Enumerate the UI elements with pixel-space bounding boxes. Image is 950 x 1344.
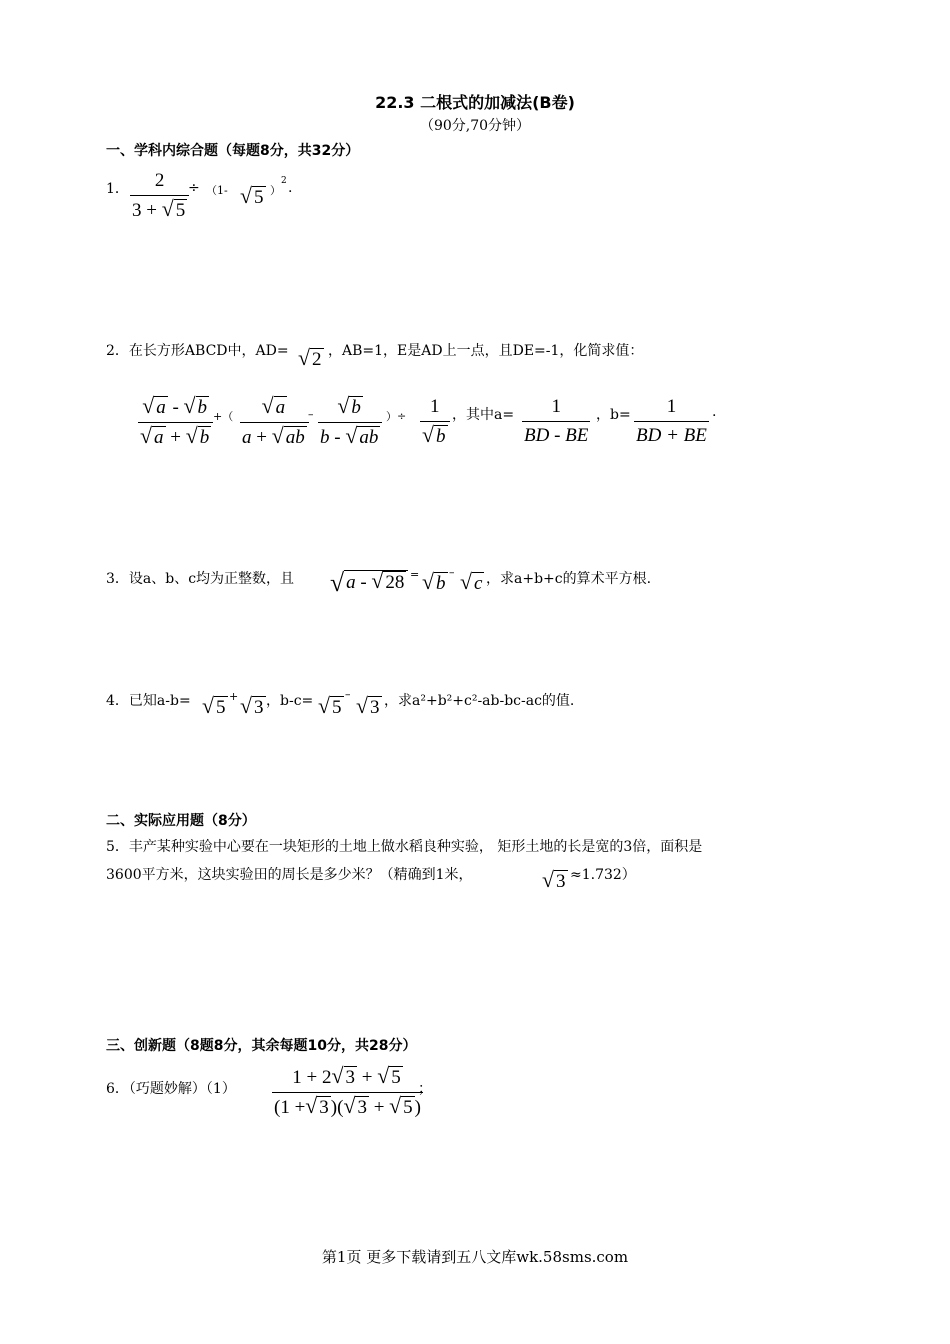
radical: [298, 348, 324, 371]
section-heading-2: 二、实际应用题（8分）: [106, 813, 256, 829]
radical: [356, 696, 382, 719]
numerator: [335, 396, 365, 419]
radical-sign: √: [185, 424, 198, 448]
minus-sign: –: [345, 688, 351, 701]
radicand: 5: [391, 1067, 401, 1088]
period: .: [712, 404, 717, 420]
fraction: [240, 396, 309, 449]
radical-sign: √: [202, 694, 214, 718]
paren-open: （1-: [206, 184, 228, 197]
radical: [202, 696, 228, 719]
radical: [542, 870, 568, 893]
radicand: 28: [385, 572, 405, 593]
fraction-bar: [138, 422, 213, 423]
radical-sign: √: [305, 1094, 318, 1118]
term: )(: [330, 1097, 344, 1118]
question-text: ≈1.732）: [570, 867, 636, 883]
radical-sign: √: [343, 1094, 356, 1118]
question-text: ，求a²+b²+c²-ab-bc-ac的值.: [384, 693, 575, 709]
radical-sign: √: [140, 424, 152, 448]
paren-close: ）: [270, 184, 281, 197]
question-text: 6．（巧题妙解）（1）: [106, 1081, 236, 1097]
radicand: 5: [403, 1097, 413, 1118]
radical: [318, 696, 344, 719]
radical-sign: √: [142, 394, 155, 418]
radical-sign: √: [271, 424, 284, 448]
numerator: 1: [551, 396, 561, 417]
radicand: a: [275, 397, 286, 418]
question-text: 2．在长方形ABCD中，AD=: [106, 343, 289, 359]
equals-sign: =: [410, 568, 420, 581]
term: a: [242, 427, 252, 448]
denominator: BD + BE: [636, 425, 707, 446]
operator: +: [146, 200, 157, 221]
radical: [422, 572, 448, 595]
question-text: 4．已知a-b=: [106, 693, 191, 709]
minus-sign: –: [308, 408, 314, 421]
division-sign: ÷: [188, 180, 200, 196]
radical-sign: √: [330, 568, 345, 597]
denominator: BD - BE: [524, 425, 589, 446]
radical: [162, 199, 188, 222]
radicand: 5: [175, 200, 186, 221]
denominator: [420, 425, 450, 448]
denominator: [130, 199, 189, 222]
radical-sign: √: [261, 394, 274, 418]
radicand: 3: [254, 697, 264, 718]
radical-sign: √: [422, 570, 434, 594]
radical: [240, 696, 266, 719]
operator: -: [334, 427, 341, 448]
numerator: [140, 396, 211, 419]
operator: +: [373, 1097, 385, 1118]
semicolon: ；: [418, 1081, 432, 1097]
radicand: [344, 570, 408, 596]
radicand: 3: [370, 697, 380, 718]
exponent: 2: [281, 176, 287, 186]
where-text: ，其中a=: [452, 407, 515, 423]
denominator: [138, 426, 213, 449]
fraction-bar: [130, 195, 189, 196]
radical-sign: √: [356, 694, 368, 718]
numerator: [290, 1066, 404, 1089]
section-heading-1: 一、学科内综合题（每题8分，共32分）: [106, 143, 360, 159]
question-text: ，b-c=: [266, 693, 314, 709]
fraction: [634, 396, 709, 447]
radicand: b: [436, 426, 446, 447]
operator: +: [256, 427, 267, 448]
fraction-bar: [240, 422, 309, 423]
numerator: 1: [666, 396, 677, 417]
radical-sign: √: [183, 394, 196, 418]
operator: -: [360, 572, 367, 593]
radical-sign: √: [377, 1064, 390, 1088]
b-label: ，b=: [596, 407, 631, 423]
question-number: 1．: [106, 181, 129, 197]
radicand: 3: [345, 1067, 355, 1088]
page-title: 22.3 二根式的加减法(B卷): [375, 93, 575, 112]
denominator: [272, 1096, 423, 1119]
radical-sign: √: [542, 868, 554, 892]
term: b: [320, 427, 330, 448]
fraction-bar: [634, 421, 709, 422]
denominator: [240, 426, 309, 449]
radicand: 3: [556, 871, 566, 892]
page-footer: 第1页 更多下载请到五八文库wk.58sms.com: [321, 1248, 629, 1266]
radicand: a: [156, 397, 166, 418]
radical-sign: √: [240, 694, 252, 718]
radical-sign: √: [298, 346, 310, 370]
term: a: [346, 572, 356, 593]
close-paren-div: ）÷: [386, 410, 407, 423]
radicand: ab: [285, 427, 305, 448]
term: ): [414, 1097, 421, 1118]
plus-paren: +（: [213, 410, 234, 423]
term: 3: [132, 200, 142, 221]
radical-sign: √: [331, 1064, 344, 1088]
nested-radical: [330, 570, 408, 597]
radicand: c: [474, 573, 483, 594]
operator: -: [172, 397, 179, 418]
period: .: [288, 180, 293, 196]
radicand: 2: [312, 349, 322, 370]
numerator: 2: [154, 170, 165, 191]
question-text: ，求a+b+c的算术平方根.: [486, 571, 652, 587]
fraction: [138, 396, 213, 449]
numerator: 1: [430, 396, 440, 417]
radical: [460, 572, 484, 595]
fraction: [130, 170, 189, 222]
radical-sign: √: [240, 184, 252, 208]
radical-sign: √: [318, 694, 330, 718]
radicand: b: [351, 397, 361, 418]
fraction: [318, 396, 382, 449]
term: (1 +: [274, 1097, 306, 1118]
radical-sign: √: [371, 569, 384, 593]
radicand: a: [154, 427, 164, 448]
plus-sign: +: [229, 690, 239, 703]
question-text: 3．设a、b、c均为正整数，且: [106, 571, 295, 587]
radical-sign: √: [337, 394, 350, 418]
term: 1 + 2: [292, 1067, 332, 1088]
radicand: 3: [319, 1097, 329, 1118]
question-text: 3600平方米，这块实验田的周长是多少米？（精确到1米，: [106, 867, 473, 883]
radicand: 5: [254, 187, 264, 208]
radicand: b: [197, 397, 208, 418]
question-text: 5．丰产某种实验中心要在一块矩形的土地上做水稻良种实验， 矩形土地的长是宽的3倍，面积是: [106, 839, 703, 855]
fraction: [522, 396, 590, 447]
operator: +: [361, 1067, 373, 1088]
fraction-bar: [420, 421, 450, 422]
radicand: 5: [332, 697, 342, 718]
fraction-bar: [318, 422, 382, 423]
radicand: b: [199, 427, 210, 448]
section-heading-3: 三、创新题（8题8分，其余每题10分，共28分）: [106, 1038, 417, 1054]
question-text: ，AB=1，E是AD上一点，且DE=-1，化简求值：: [328, 343, 644, 359]
minus-sign: –: [449, 566, 455, 579]
radicand: ab: [359, 427, 379, 448]
fraction: [272, 1066, 423, 1119]
operator: +: [170, 427, 181, 448]
fraction-bar: [522, 421, 590, 422]
numerator: [260, 396, 290, 419]
radicand: 3: [357, 1097, 367, 1118]
fraction-bar: [272, 1092, 423, 1093]
page-subtitle: （90分,70分钟）: [419, 118, 531, 134]
radical-sign: √: [161, 197, 174, 221]
radical: [240, 186, 266, 209]
radical-sign: √: [422, 423, 434, 447]
radical-sign: √: [460, 570, 472, 594]
radicand: b: [436, 573, 446, 594]
radicand: 5: [216, 697, 226, 718]
denominator: [318, 426, 382, 449]
radical-sign: √: [345, 424, 358, 448]
fraction: [420, 396, 450, 448]
radical-sign: √: [389, 1094, 402, 1118]
